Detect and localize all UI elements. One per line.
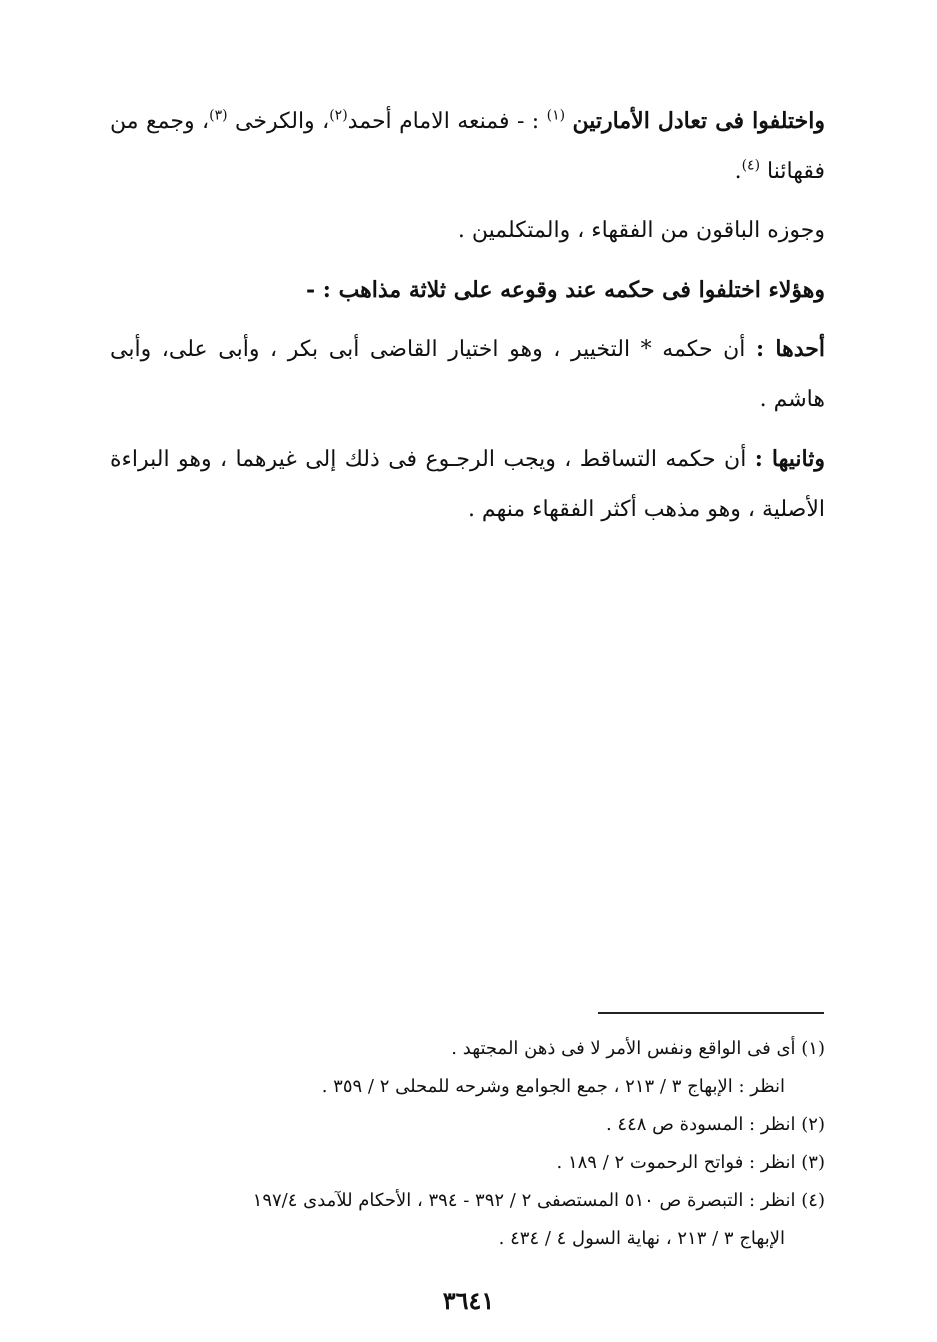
paragraph-3-text: وهؤلاء اختلفوا فى حكمه عند وقوعه على ثلاثة مذاهب : -	[306, 277, 825, 303]
footnote-ref-4: (٤)	[741, 157, 761, 174]
footnote-4-continued: الإبهاج ٣ / ٢١٣ ، نهاية السول ٤ / ٤٣٤ .	[498, 1228, 785, 1249]
paragraph-3	[110, 265, 825, 315]
paragraph-4	[110, 324, 825, 425]
footnote-1: (١) أى فى الواقع ونفس الأمر لا فى ذهن المجتهد .	[451, 1038, 825, 1059]
footnote-ref-3: (٣)	[209, 107, 228, 124]
paragraph-4-text: أن حكمه * التخيير ، وهو اختيار القاضى أبى بكر ، وأبى على، وأبى هاشم .	[110, 337, 825, 412]
footnote-4: (٤) انظر : التبصرة ص ٥١٠ المستصفى ٢ / ٣٩٢ - ٣٩٤ ، الأحكام للآمدى ١٩٧/٤	[252, 1190, 825, 1211]
paragraph-2	[110, 206, 825, 256]
footnote-2: (٢) انظر : المسودة ص ٤٤٨ .	[605, 1114, 825, 1135]
main-text	[110, 96, 825, 544]
paragraph-1-text-d: .	[734, 159, 742, 184]
paragraph-1-text-a: : - فمنعه الامام أحمد	[347, 109, 540, 134]
footnote-separator	[598, 1012, 824, 1014]
paragraph-1-text-b: ، والكرخى	[235, 109, 330, 134]
footnotes	[110, 1030, 825, 1258]
footnote-ref-2: (٢)	[329, 107, 348, 124]
paragraph-1-text-c: ، وجمع من فقهائنا	[110, 109, 825, 184]
paragraph-5-lead: وثانيها :	[754, 446, 825, 472]
footnote-3: (٣) انظر : فواتح الرحموت ٢ / ١٨٩ .	[556, 1152, 825, 1173]
footnote-1-continued: انظر : الإبهاج ٣ / ٢١٣ ، جمع الجوامع وشرحه للمحلى ٢ / ٣٥٩ .	[321, 1076, 785, 1097]
page-number: ٣٦٤١	[442, 1286, 495, 1315]
paragraph-5	[110, 434, 825, 535]
paragraph-1-lead: واختلفوا فى تعادل الأمارتين	[572, 108, 825, 134]
paragraph-4-lead: أحدها :	[756, 336, 825, 362]
footnote-ref-1: (١)	[546, 107, 566, 124]
paragraph-2-text: وجوزه الباقون من الفقهاء ، والمتكلمين .	[457, 218, 825, 243]
paragraph-1	[110, 96, 825, 197]
paragraph-5-text: أن حكمه التساقط ، ويجب الرجـوع فى ذلك إلى غيرهما ، وهو البراءة الأصلية ، وهو مذهب أكثر الفقهاء منهم .	[110, 447, 825, 522]
